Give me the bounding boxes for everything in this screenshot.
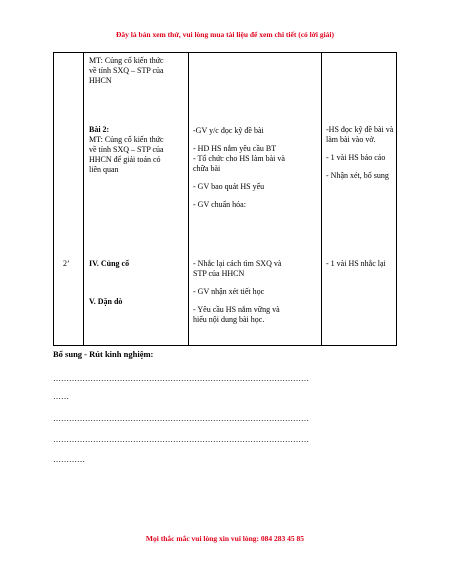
text-line: STP của HHCN <box>193 269 245 278</box>
lesson-table <box>53 52 397 346</box>
exercise-2-title: Bài 2: <box>89 125 110 134</box>
table-divider <box>321 52 322 346</box>
note-line: …… <box>53 392 69 401</box>
objective-cell <box>89 56 185 86</box>
note-line: …………………………………………………………………………………… <box>53 374 309 383</box>
text-line: - GV nhận xét tiết học <box>193 287 265 296</box>
text-line: HHCN để giải toán có <box>89 155 161 164</box>
table-divider <box>188 52 189 346</box>
text-line: - Tổ chức cho HS làm bài và <box>193 154 285 163</box>
contact-footer: Mọi thắc mắc vui lòng xin vui lòng: 084 283 45 85 <box>145 534 305 543</box>
homework-heading: V. Dặn dò <box>89 297 123 306</box>
text-line: liên quan <box>89 165 119 174</box>
note-line: …………………………………………………………………………………… <box>53 435 309 444</box>
text-line: - 1 vài HS nhắc lại <box>326 259 386 268</box>
table-border-left <box>53 52 54 346</box>
text-line: - Nhận xét, bổ sung <box>326 171 389 180</box>
text-line: - GV chuẩn hóa: <box>193 200 246 209</box>
text-line: - 1 vài HS báo cáo <box>326 153 386 162</box>
table-border-top <box>53 52 397 53</box>
text-line: -GV y/c đọc kỹ đề bài <box>193 126 264 135</box>
note-line: ………… <box>53 455 85 464</box>
text-line: về tính SXQ – STP của <box>89 66 164 75</box>
text-line: chữa bài <box>193 164 221 173</box>
time-cell: 2’ <box>63 259 70 268</box>
text-line: MT: Củng cố kiến thức <box>89 135 164 144</box>
text-line: - HD HS nắm yêu cầu BT <box>193 144 277 153</box>
consolidation-heading: IV. Củng cố <box>89 259 130 268</box>
table-divider <box>83 52 84 346</box>
text-line: hiểu nội dung bài học. <box>193 315 265 324</box>
text-line: - Yêu cầu HS nắm vững và <box>193 305 280 314</box>
text-line: làm bài vào vở. <box>326 135 376 144</box>
table-border-right <box>396 52 397 346</box>
text-line: về tính SXQ – STP của <box>89 145 164 154</box>
text-line: - Nhắc lại cách tìm SXQ và <box>193 259 282 268</box>
student-activity-cell <box>326 259 396 269</box>
supplement-title: Bổ sung - Rút kinh nghiệm: <box>53 349 154 359</box>
text-line: MT: Củng cố kiến thức <box>89 56 164 65</box>
preview-notice: Đây là bản xem thử, vui lòng mua tài liệu để xem chi tiết (có lời giải) <box>115 30 335 39</box>
exercise-2-cell <box>89 125 185 175</box>
table-border-bottom <box>53 345 397 346</box>
teacher-activity-cell <box>193 126 318 210</box>
student-activity-cell <box>326 125 396 181</box>
teacher-activity-cell <box>193 259 318 325</box>
text-line: HHCN <box>89 76 112 85</box>
text-line: - GV bao quát HS yếu <box>193 182 265 191</box>
note-line: …………………………………………………………………………………… <box>53 414 309 423</box>
text-line: -HS đọc kỹ đề bài và <box>326 125 394 134</box>
